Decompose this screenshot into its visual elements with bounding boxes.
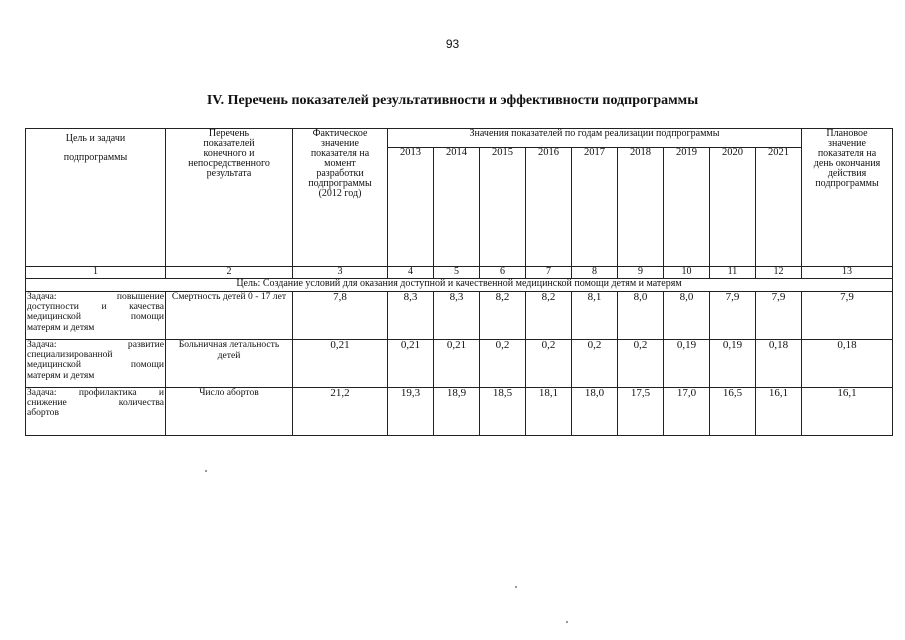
table-row	[26, 340, 893, 388]
year-value: 8,2	[526, 292, 572, 340]
column-number: 11	[710, 267, 756, 279]
year-value: 18,5	[480, 388, 526, 436]
task-cell	[26, 340, 166, 388]
header-year: 2020	[710, 148, 756, 267]
task-line: матерям и детям	[27, 321, 95, 333]
year-value: 0,21	[388, 340, 434, 388]
year-value: 8,3	[388, 292, 434, 340]
column-number: 13	[802, 267, 893, 279]
task-line: абортов	[27, 407, 59, 419]
header-actual	[293, 129, 388, 267]
planned-value: 16,1	[802, 388, 893, 436]
header-indicators-line: показателей	[203, 138, 255, 149]
task-cell	[26, 388, 166, 436]
column-number: 8	[572, 267, 618, 279]
year-value: 18,9	[434, 388, 480, 436]
page-title: IV. Перечень показателей результативности и эффективности подпрограммы	[206, 93, 699, 108]
scan-speck	[515, 586, 517, 588]
column-number: 2	[166, 267, 293, 279]
indicator-cell: Больничная летальность детей	[166, 340, 293, 388]
column-number: 12	[756, 267, 802, 279]
goal-row: Цель: Создание условий для оказания доступной и качественной медицинской помощи детям и матерям	[26, 279, 893, 292]
header-indicators	[166, 129, 293, 267]
year-value: 0,18	[756, 340, 802, 388]
column-number: 9	[618, 267, 664, 279]
scan-speck	[566, 621, 568, 623]
task-line: специализированной	[27, 349, 113, 361]
year-value: 19,3	[388, 388, 434, 436]
header-indicators-line: конечного и	[203, 148, 255, 159]
header-actual-line: разработки	[316, 168, 364, 179]
task-line: медицинской помощи	[27, 311, 164, 323]
header-actual-line: Фактическое	[312, 128, 368, 139]
header-indicators-line: Перечень	[208, 128, 250, 139]
year-value: 17,0	[664, 388, 710, 436]
header-indicators-line: непосредственного	[188, 158, 270, 169]
header-planned-line: день окончания	[813, 158, 881, 169]
year-value: 0,19	[664, 340, 710, 388]
task-line: снижение количества	[27, 397, 164, 409]
column-number: 10	[664, 267, 710, 279]
header-planned-line: действия	[827, 168, 867, 179]
header-actual-line: (2012 год)	[318, 188, 362, 199]
year-value: 16,1	[756, 388, 802, 436]
header-planned-line: показателя на	[817, 148, 877, 159]
column-number: 4	[388, 267, 434, 279]
scan-speck	[205, 470, 207, 472]
header-actual-line: показателя на	[310, 148, 370, 159]
column-number: 3	[293, 267, 388, 279]
year-value: 8,0	[618, 292, 664, 340]
header-year: 2014	[434, 148, 480, 267]
column-number: 7	[526, 267, 572, 279]
year-value: 8,3	[434, 292, 480, 340]
actual-value: 0,21	[293, 340, 388, 388]
year-value: 7,9	[710, 292, 756, 340]
header-years-group: Значения показателей по годам реализации подпрограммы	[388, 129, 802, 148]
planned-value: 7,9	[802, 292, 893, 340]
header-planned	[802, 129, 893, 267]
year-value: 0,2	[526, 340, 572, 388]
year-value: 0,2	[618, 340, 664, 388]
task-line: медицинской помощи	[27, 359, 164, 371]
header-actual-line: подпрограммы	[308, 178, 372, 189]
indicator-cell: Смертность детей 0 - 17 лет	[166, 292, 293, 340]
column-number: 1	[26, 267, 166, 279]
year-value: 8,0	[664, 292, 710, 340]
task-line: доступности и качества	[27, 301, 164, 313]
table-row	[26, 292, 893, 340]
actual-value: 7,8	[293, 292, 388, 340]
year-value: 0,19	[710, 340, 756, 388]
task-line: матерям и детям	[27, 369, 95, 381]
header-year: 2017	[572, 148, 618, 267]
header-year: 2021	[756, 148, 802, 267]
header-indicators-line: результата	[206, 168, 252, 179]
year-value: 0,21	[434, 340, 480, 388]
header-goal: Цель и задачи подпрограммы	[26, 129, 166, 267]
task-cell	[26, 292, 166, 340]
header-year: 2018	[618, 148, 664, 267]
header-planned-line: подпрограммы	[815, 178, 879, 189]
task-line: Задача: повышение	[27, 291, 164, 302]
header-year: 2016	[526, 148, 572, 267]
column-number: 5	[434, 267, 480, 279]
indicators-table	[25, 128, 893, 436]
indicator-cell: Число абортов	[166, 388, 293, 436]
year-value: 8,2	[480, 292, 526, 340]
year-value: 16,5	[710, 388, 756, 436]
planned-value: 0,18	[802, 340, 893, 388]
task-line: Задача: развитие	[27, 339, 164, 350]
header-actual-line: значение	[321, 138, 359, 149]
year-value: 0,2	[572, 340, 618, 388]
year-value: 0,2	[480, 340, 526, 388]
year-value: 17,5	[618, 388, 664, 436]
year-value: 18,1	[526, 388, 572, 436]
actual-value: 21,2	[293, 388, 388, 436]
header-planned-line: значение	[828, 138, 866, 149]
year-value: 8,1	[572, 292, 618, 340]
task-line: Задача: профилактика и	[27, 387, 164, 398]
page-number: 93	[445, 37, 460, 51]
column-number: 6	[480, 267, 526, 279]
header-year: 2019	[664, 148, 710, 267]
header-planned-line: Плановое	[826, 128, 868, 139]
header-actual-line: момент	[324, 158, 356, 169]
header-year: 2013	[388, 148, 434, 267]
year-value: 7,9	[756, 292, 802, 340]
table-row	[26, 388, 893, 436]
year-value: 18,0	[572, 388, 618, 436]
header-year: 2015	[480, 148, 526, 267]
